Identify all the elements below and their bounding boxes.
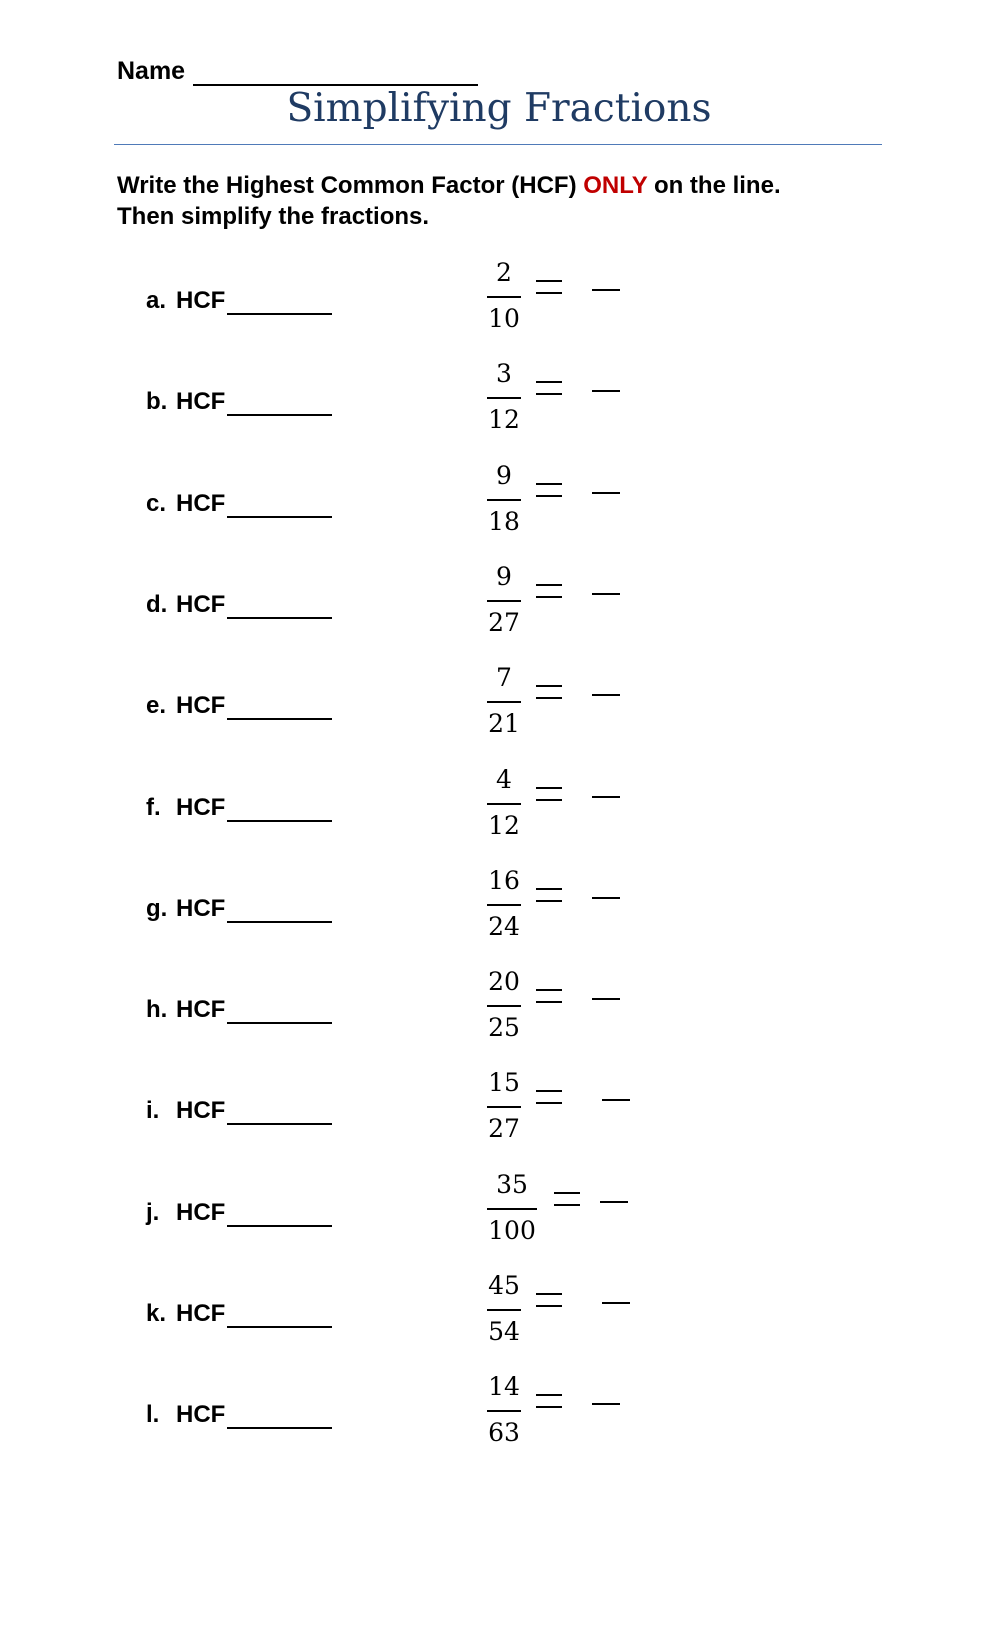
- answer-fraction-bar[interactable]: [592, 390, 620, 392]
- answer-fraction-bar[interactable]: [592, 796, 620, 798]
- fraction-bar: [487, 499, 521, 501]
- item-letter: b.: [146, 388, 168, 415]
- hcf-field: [146, 591, 332, 619]
- answer-fraction-bar[interactable]: [592, 998, 620, 1000]
- item-letter: c.: [146, 490, 167, 517]
- answer-fraction-bar[interactable]: [592, 1403, 620, 1405]
- denominator: 27: [488, 608, 520, 637]
- hcf-field: [146, 794, 332, 822]
- answer-fraction-bar[interactable]: [592, 694, 620, 696]
- denominator: 12: [488, 405, 520, 434]
- exercise-item: [0, 256, 1000, 362]
- fraction-bar: [487, 904, 521, 906]
- exercise-item: [0, 1168, 1000, 1274]
- item-letter: a.: [146, 287, 167, 314]
- numerator: 14: [488, 1372, 520, 1401]
- fraction-bar: [487, 803, 521, 805]
- numerator: 15: [488, 1068, 520, 1097]
- denominator: 63: [488, 1418, 520, 1447]
- answer-fraction-bar[interactable]: [602, 1099, 630, 1101]
- hcf-label: HCF: [176, 1401, 226, 1428]
- fraction: [487, 864, 521, 944]
- equals-sign: [554, 1192, 580, 1206]
- exercise-item: [0, 357, 1000, 463]
- fraction-bar: [487, 600, 521, 602]
- exercise-item: [0, 763, 1000, 869]
- hcf-field: [146, 996, 332, 1024]
- fraction-bar: [487, 701, 521, 703]
- hcf-answer-line[interactable]: [227, 291, 332, 315]
- fraction: [487, 357, 521, 437]
- hcf-label: HCF: [176, 895, 226, 922]
- exercise-item: [0, 560, 1000, 666]
- item-letter: e.: [146, 692, 167, 719]
- fraction: [487, 459, 521, 539]
- answer-fraction-bar[interactable]: [592, 897, 620, 899]
- item-letter: j.: [146, 1199, 160, 1226]
- fraction-bar: [487, 1208, 537, 1210]
- hcf-field: [146, 287, 332, 315]
- equals-sign: [536, 989, 562, 1003]
- hcf-label: HCF: [176, 1300, 226, 1327]
- hcf-label: HCF: [176, 490, 226, 517]
- name-label: Name: [117, 57, 186, 85]
- hcf-answer-line[interactable]: [227, 1405, 332, 1429]
- item-letter: k.: [146, 1300, 167, 1327]
- equals-sign: [536, 1090, 562, 1104]
- item-letter: g.: [146, 895, 168, 922]
- fraction-bar: [487, 397, 521, 399]
- hcf-answer-line[interactable]: [227, 392, 332, 416]
- hcf-field: [146, 1097, 332, 1125]
- equals-sign: [536, 280, 562, 294]
- exercise-item: [0, 1066, 1000, 1172]
- instructions-text-start: Write the Highest Common Factor (HCF): [117, 172, 577, 199]
- answer-fraction-bar[interactable]: [602, 1302, 630, 1304]
- hcf-answer-line[interactable]: [227, 1101, 332, 1125]
- answer-fraction-bar[interactable]: [600, 1201, 628, 1203]
- hcf-label: HCF: [176, 388, 226, 415]
- exercise-item: [0, 1370, 1000, 1476]
- hcf-answer-line[interactable]: [227, 1000, 332, 1024]
- denominator: 21: [488, 709, 520, 738]
- equals-sign: [536, 787, 562, 801]
- item-letter: d.: [146, 591, 168, 618]
- fraction: [487, 763, 521, 843]
- hcf-answer-line[interactable]: [227, 1304, 332, 1328]
- denominator: 18: [488, 507, 520, 536]
- denominator: 27: [488, 1114, 520, 1143]
- numerator: 9: [496, 461, 512, 490]
- fraction-bar: [487, 1309, 521, 1311]
- numerator: 45: [488, 1271, 520, 1300]
- equals-sign: [536, 584, 562, 598]
- exercise-item: [0, 965, 1000, 1071]
- answer-fraction-bar[interactable]: [592, 289, 620, 291]
- hcf-answer-line[interactable]: [227, 1203, 332, 1227]
- hcf-answer-line[interactable]: [227, 798, 332, 822]
- hcf-field: [146, 1300, 332, 1328]
- exercise-item: [0, 459, 1000, 565]
- fraction: [487, 661, 521, 741]
- hcf-label: HCF: [176, 591, 226, 618]
- hcf-answer-line[interactable]: [227, 696, 332, 720]
- denominator: 54: [488, 1317, 520, 1346]
- fraction: [487, 560, 521, 640]
- fraction: [487, 965, 521, 1045]
- hcf-label: HCF: [176, 794, 226, 821]
- hcf-field: [146, 895, 332, 923]
- fraction-bar: [487, 1410, 521, 1412]
- exercise-item: [0, 1269, 1000, 1375]
- fraction: [487, 1066, 521, 1146]
- hcf-label: HCF: [176, 1199, 226, 1226]
- numerator: 4: [496, 765, 512, 794]
- numerator: 35: [496, 1170, 528, 1199]
- denominator: 100: [488, 1216, 536, 1245]
- hcf-field: [146, 1401, 332, 1429]
- hcf-answer-line[interactable]: [227, 595, 332, 619]
- fraction: [487, 1168, 537, 1248]
- fraction: [487, 1269, 521, 1349]
- equals-sign: [536, 483, 562, 497]
- item-letter: l.: [146, 1401, 160, 1428]
- fraction-bar: [487, 1005, 521, 1007]
- hcf-answer-line[interactable]: [227, 494, 332, 518]
- denominator: 24: [488, 912, 520, 941]
- instructions-text-end: on the line.: [653, 172, 781, 199]
- equals-sign: [536, 1394, 562, 1408]
- hcf-field: [146, 490, 332, 518]
- equals-sign: [536, 381, 562, 395]
- hcf-label: HCF: [176, 996, 226, 1023]
- denominator: 10: [488, 304, 520, 333]
- item-letter: h.: [146, 996, 168, 1023]
- hcf-label: HCF: [176, 692, 226, 719]
- numerator: 9: [496, 562, 512, 591]
- item-letter: f.: [146, 794, 161, 821]
- hcf-label: HCF: [176, 287, 226, 314]
- hcf-field: [146, 692, 332, 720]
- numerator: 3: [496, 359, 512, 388]
- hcf-field: [146, 1199, 332, 1227]
- instructions-line-2: Then simplify the fractions.: [117, 203, 430, 230]
- denominator: 12: [488, 811, 520, 840]
- equals-sign: [536, 1293, 562, 1307]
- numerator: 7: [496, 663, 512, 692]
- exercise-item: [0, 661, 1000, 767]
- instructions-highlight: ONLY: [583, 172, 648, 199]
- numerator: 2: [496, 258, 512, 287]
- fraction-bar: [487, 296, 521, 298]
- numerator: 16: [488, 866, 520, 895]
- item-letter: i.: [146, 1097, 160, 1124]
- hcf-field: [146, 388, 332, 416]
- fraction: [487, 256, 521, 336]
- answer-fraction-bar[interactable]: [592, 593, 620, 595]
- denominator: 25: [488, 1013, 520, 1042]
- hcf-label: HCF: [176, 1097, 226, 1124]
- fraction-bar: [487, 1106, 521, 1108]
- exercise-item: [0, 864, 1000, 970]
- equals-sign: [536, 888, 562, 902]
- answer-fraction-bar[interactable]: [592, 492, 620, 494]
- hcf-answer-line[interactable]: [227, 899, 332, 923]
- equals-sign: [536, 685, 562, 699]
- fraction: [487, 1370, 521, 1450]
- numerator: 20: [488, 967, 520, 996]
- page-title: Simplifying Fractions: [286, 86, 712, 131]
